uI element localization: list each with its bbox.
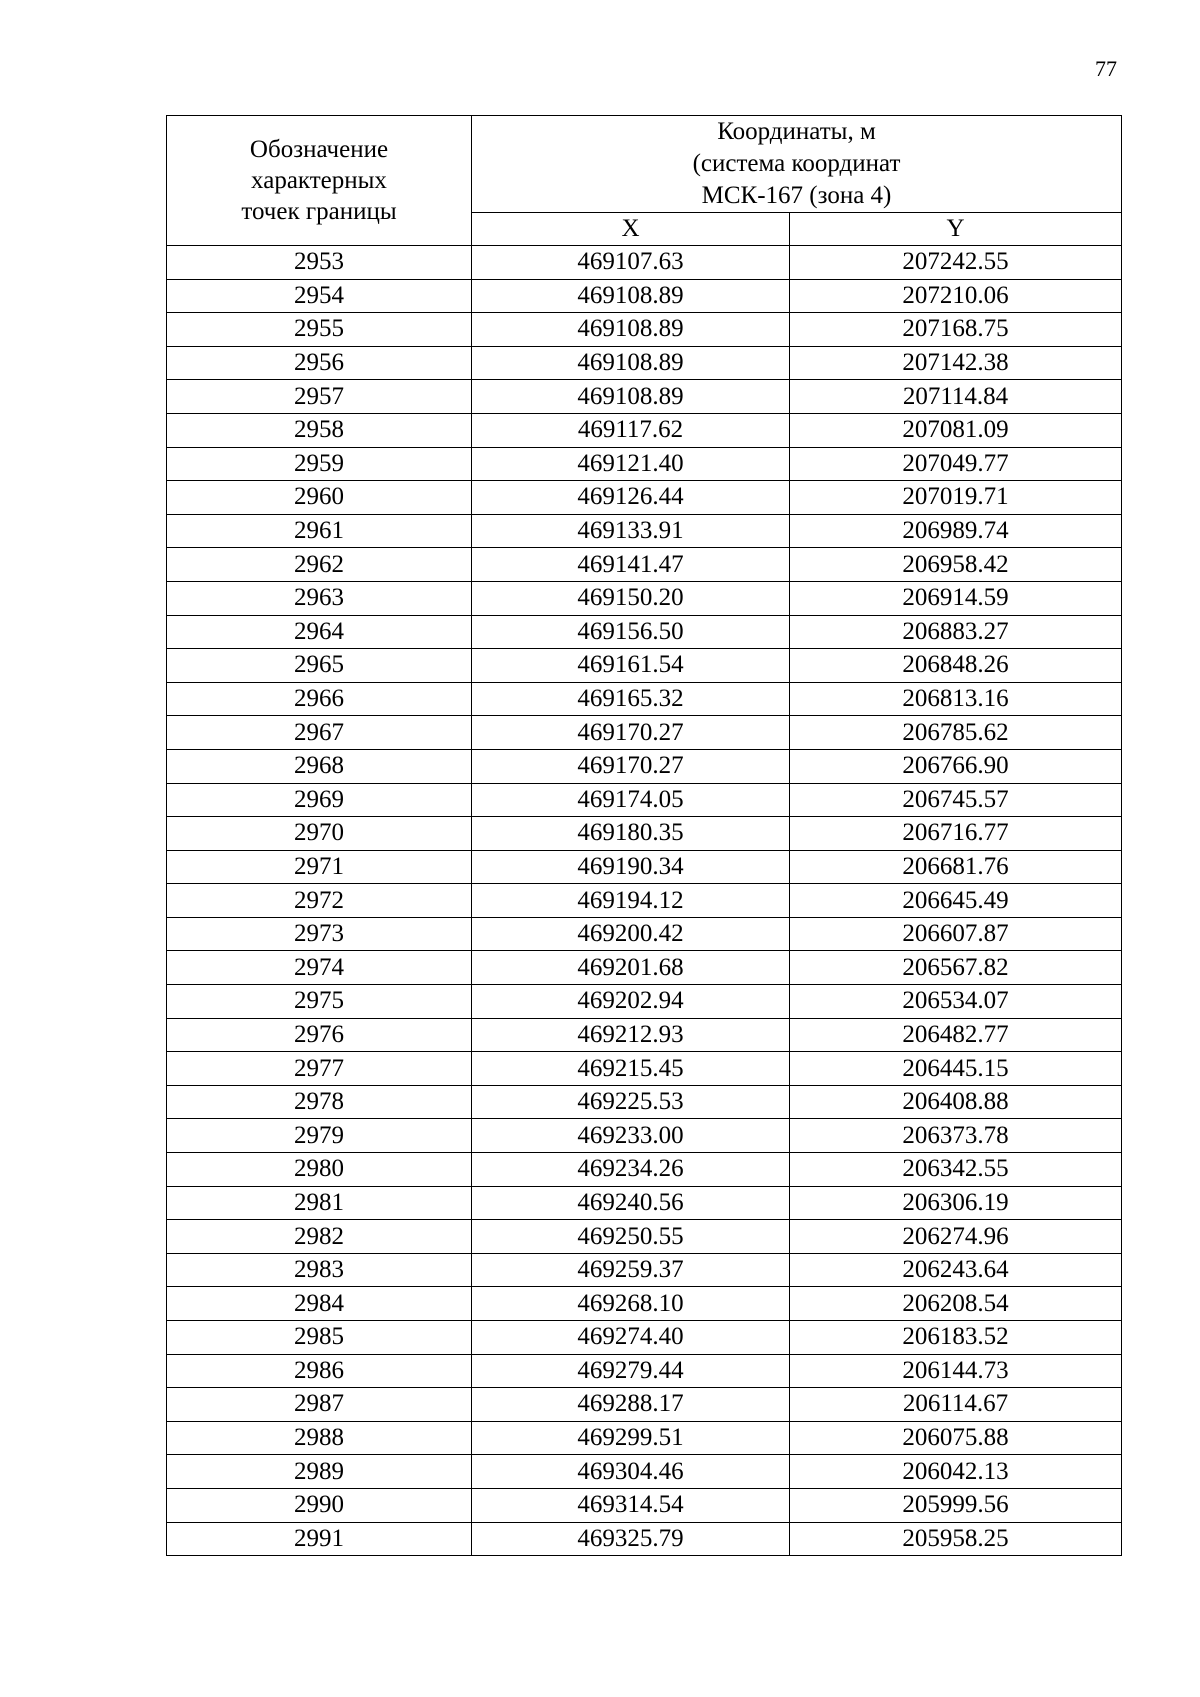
y-cell: 206716.77 — [790, 817, 1122, 851]
table-header — [167, 116, 1122, 246]
point-header-line: точек границы — [241, 198, 397, 225]
table-row — [167, 1455, 1122, 1489]
point-cell: 2990 — [167, 1488, 472, 1522]
y-cell: 206785.62 — [790, 716, 1122, 750]
y-cell: 206306.19 — [790, 1186, 1122, 1220]
x-cell: 469126.44 — [472, 481, 790, 515]
x-cell: 469108.89 — [472, 279, 790, 313]
y-cell: 206766.90 — [790, 749, 1122, 783]
point-cell: 2985 — [167, 1321, 472, 1355]
y-cell: 207019.71 — [790, 481, 1122, 515]
point-cell: 2955 — [167, 313, 472, 347]
x-cell: 469156.50 — [472, 615, 790, 649]
table-row — [167, 1522, 1122, 1556]
table-row — [167, 749, 1122, 783]
x-cell: 469274.40 — [472, 1321, 790, 1355]
y-cell: 206243.64 — [790, 1253, 1122, 1287]
x-cell: 469234.26 — [472, 1153, 790, 1187]
table-row — [167, 346, 1122, 380]
point-cell: 2958 — [167, 413, 472, 447]
y-cell: 205999.56 — [790, 1488, 1122, 1522]
point-cell: 2961 — [167, 514, 472, 548]
point-cell: 2963 — [167, 581, 472, 615]
point-header-line: Обозначение — [249, 136, 389, 163]
point-cell: 2964 — [167, 615, 472, 649]
table-row — [167, 850, 1122, 884]
y-cell: 206567.82 — [790, 951, 1122, 985]
y-cell: 206745.57 — [790, 783, 1122, 817]
y-cell: 207049.77 — [790, 447, 1122, 481]
table-row — [167, 716, 1122, 750]
x-cell: 469165.32 — [472, 682, 790, 716]
y-cell: 206408.88 — [790, 1085, 1122, 1119]
y-cell: 207168.75 — [790, 313, 1122, 347]
table-row — [167, 985, 1122, 1019]
x-cell: 469240.56 — [472, 1186, 790, 1220]
point-cell: 2965 — [167, 649, 472, 683]
y-cell: 206208.54 — [790, 1287, 1122, 1321]
point-cell: 2991 — [167, 1522, 472, 1556]
y-cell: 206883.27 — [790, 615, 1122, 649]
x-cell: 469180.35 — [472, 817, 790, 851]
y-cell: 206914.59 — [790, 581, 1122, 615]
table-row — [167, 1354, 1122, 1388]
y-cell: 207142.38 — [790, 346, 1122, 380]
y-cell: 206183.52 — [790, 1321, 1122, 1355]
table-row — [167, 447, 1122, 481]
coordinates-header-line: (система координат — [692, 150, 901, 177]
table-row — [167, 481, 1122, 515]
y-cell: 207210.06 — [790, 279, 1122, 313]
x-column-header: X — [472, 213, 790, 246]
table-body — [167, 246, 1122, 1556]
x-cell: 469314.54 — [472, 1488, 790, 1522]
table-row — [167, 380, 1122, 414]
y-cell: 205958.25 — [790, 1522, 1122, 1556]
x-cell: 469200.42 — [472, 917, 790, 951]
point-cell: 2960 — [167, 481, 472, 515]
table-row — [167, 413, 1122, 447]
y-cell: 206114.67 — [790, 1388, 1122, 1422]
x-cell: 469233.00 — [472, 1119, 790, 1153]
x-cell: 469279.44 — [472, 1354, 790, 1388]
x-cell: 469150.20 — [472, 581, 790, 615]
y-cell: 206848.26 — [790, 649, 1122, 683]
point-cell: 2987 — [167, 1388, 472, 1422]
x-cell: 469190.34 — [472, 850, 790, 884]
point-column-header — [167, 116, 472, 246]
x-cell: 469299.51 — [472, 1421, 790, 1455]
y-cell: 207242.55 — [790, 246, 1122, 280]
y-cell: 206958.42 — [790, 548, 1122, 582]
point-cell: 2979 — [167, 1119, 472, 1153]
x-cell: 469268.10 — [472, 1287, 790, 1321]
x-cell: 469174.05 — [472, 783, 790, 817]
x-cell: 469325.79 — [472, 1522, 790, 1556]
point-cell: 2966 — [167, 682, 472, 716]
table-row — [167, 1253, 1122, 1287]
y-cell: 206274.96 — [790, 1220, 1122, 1254]
point-header-line: характерных — [251, 167, 387, 194]
point-cell: 2976 — [167, 1018, 472, 1052]
point-cell: 2971 — [167, 850, 472, 884]
point-cell: 2959 — [167, 447, 472, 481]
y-cell: 206813.16 — [790, 682, 1122, 716]
table-row — [167, 1488, 1122, 1522]
table-row — [167, 1153, 1122, 1187]
table-row — [167, 313, 1122, 347]
point-cell: 2973 — [167, 917, 472, 951]
y-cell: 207114.84 — [790, 380, 1122, 414]
x-cell: 469259.37 — [472, 1253, 790, 1287]
table-row — [167, 649, 1122, 683]
table-row — [167, 1287, 1122, 1321]
point-cell: 2968 — [167, 749, 472, 783]
x-cell: 469108.89 — [472, 380, 790, 414]
coordinates-table — [166, 115, 1122, 1556]
y-cell: 206342.55 — [790, 1153, 1122, 1187]
point-cell: 2975 — [167, 985, 472, 1019]
coordinates-header-line: Координаты, м — [717, 118, 876, 145]
point-cell: 2980 — [167, 1153, 472, 1187]
x-cell: 469161.54 — [472, 649, 790, 683]
table-row — [167, 1421, 1122, 1455]
table-row — [167, 1085, 1122, 1119]
coordinates-header-line: МСК-167 (зона 4) — [701, 182, 892, 209]
x-cell: 469288.17 — [472, 1388, 790, 1422]
point-cell: 2974 — [167, 951, 472, 985]
x-cell: 469170.27 — [472, 749, 790, 783]
y-cell: 206445.15 — [790, 1052, 1122, 1086]
table-row — [167, 917, 1122, 951]
y-column-header: Y — [790, 213, 1122, 246]
table-row — [167, 1018, 1122, 1052]
x-cell: 469107.63 — [472, 246, 790, 280]
point-cell: 2972 — [167, 884, 472, 918]
point-cell: 2967 — [167, 716, 472, 750]
table-row — [167, 682, 1122, 716]
table-row — [167, 1119, 1122, 1153]
x-cell: 469250.55 — [472, 1220, 790, 1254]
x-cell: 469170.27 — [472, 716, 790, 750]
table-row — [167, 1220, 1122, 1254]
point-cell: 2956 — [167, 346, 472, 380]
coordinates-column-header — [472, 116, 1122, 213]
x-cell: 469141.47 — [472, 548, 790, 582]
table-row — [167, 783, 1122, 817]
x-cell: 469304.46 — [472, 1455, 790, 1489]
y-cell: 206373.78 — [790, 1119, 1122, 1153]
point-cell: 2978 — [167, 1085, 472, 1119]
point-cell: 2981 — [167, 1186, 472, 1220]
table-row — [167, 1186, 1122, 1220]
x-cell: 469225.53 — [472, 1085, 790, 1119]
y-cell: 206144.73 — [790, 1354, 1122, 1388]
x-cell: 469108.89 — [472, 346, 790, 380]
table-row — [167, 581, 1122, 615]
table-row — [167, 817, 1122, 851]
x-cell: 469117.62 — [472, 413, 790, 447]
y-cell: 207081.09 — [790, 413, 1122, 447]
table-row — [167, 1321, 1122, 1355]
table-row — [167, 514, 1122, 548]
point-cell: 2969 — [167, 783, 472, 817]
table-row — [167, 1388, 1122, 1422]
x-cell: 469108.89 — [472, 313, 790, 347]
x-cell: 469201.68 — [472, 951, 790, 985]
point-cell: 2982 — [167, 1220, 472, 1254]
table-row — [167, 884, 1122, 918]
table-row — [167, 951, 1122, 985]
point-cell: 2984 — [167, 1287, 472, 1321]
x-cell: 469202.94 — [472, 985, 790, 1019]
y-cell: 206989.74 — [790, 514, 1122, 548]
table-row — [167, 1052, 1122, 1086]
point-cell: 2988 — [167, 1421, 472, 1455]
table-row — [167, 279, 1122, 313]
point-cell: 2953 — [167, 246, 472, 280]
y-cell: 206042.13 — [790, 1455, 1122, 1489]
point-cell: 2954 — [167, 279, 472, 313]
y-cell: 206482.77 — [790, 1018, 1122, 1052]
table-row — [167, 615, 1122, 649]
x-cell: 469215.45 — [472, 1052, 790, 1086]
x-cell: 469133.91 — [472, 514, 790, 548]
y-cell: 206607.87 — [790, 917, 1122, 951]
point-cell: 2977 — [167, 1052, 472, 1086]
table-row — [167, 548, 1122, 582]
point-cell: 2970 — [167, 817, 472, 851]
x-cell: 469194.12 — [472, 884, 790, 918]
y-cell: 206681.76 — [790, 850, 1122, 884]
y-cell: 206075.88 — [790, 1421, 1122, 1455]
table-row — [167, 246, 1122, 280]
point-cell: 2986 — [167, 1354, 472, 1388]
point-cell: 2962 — [167, 548, 472, 582]
y-cell: 206534.07 — [790, 985, 1122, 1019]
x-cell: 469121.40 — [472, 447, 790, 481]
x-cell: 469212.93 — [472, 1018, 790, 1052]
point-cell: 2983 — [167, 1253, 472, 1287]
page-number: 77 — [1095, 56, 1117, 81]
y-cell: 206645.49 — [790, 884, 1122, 918]
point-cell: 2957 — [167, 380, 472, 414]
point-cell: 2989 — [167, 1455, 472, 1489]
